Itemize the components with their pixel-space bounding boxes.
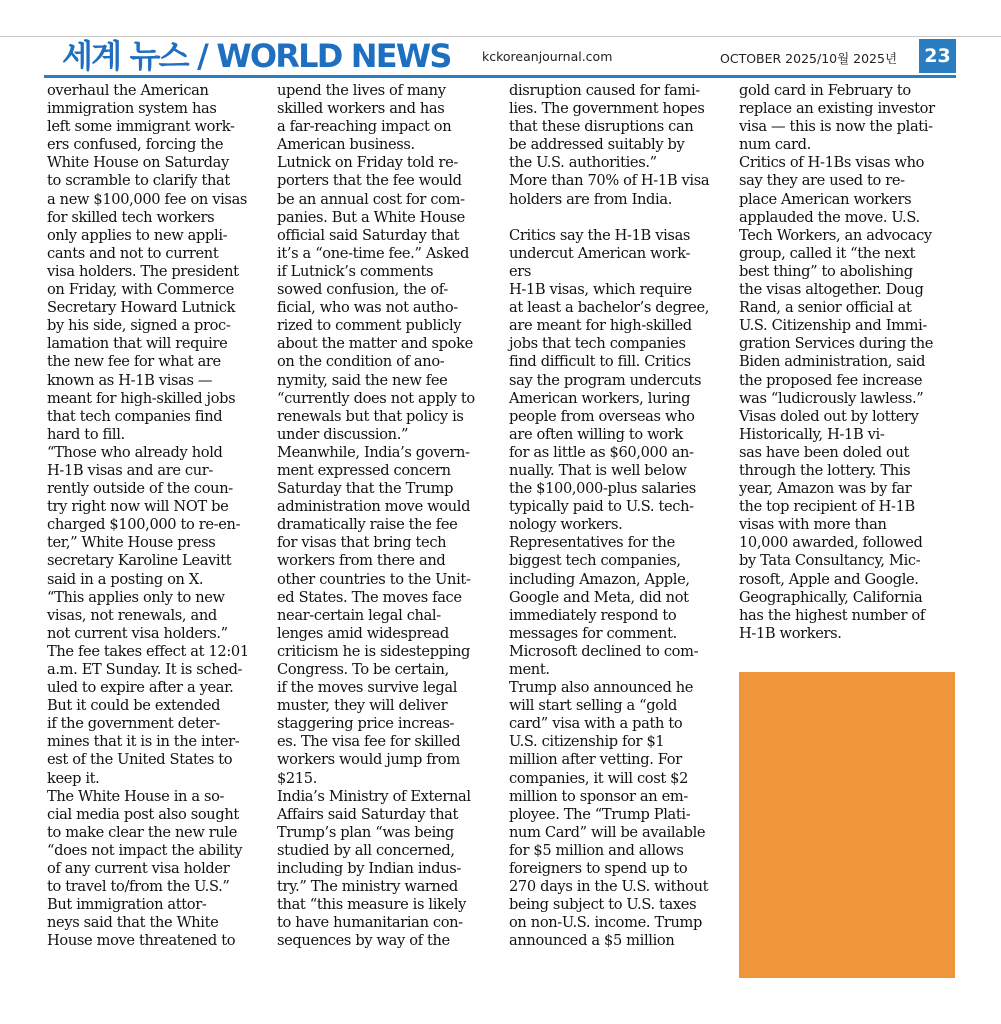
article-text-line: Geographically, California (739, 588, 923, 606)
article-text-line: for as little as $60,000 an- (509, 443, 694, 461)
article-text-line: announced a $5 million (509, 932, 675, 950)
article-text-line: rized to comment publicly (277, 317, 462, 335)
article-text-line: ter,” White House press (47, 534, 216, 552)
article-text-line: said in a posting on X. (47, 570, 204, 588)
article-text-line: mines that it is in the inter- (47, 733, 240, 751)
article-text-line: Critics say the H-1B visas (509, 226, 691, 244)
article-text-line: nology workers. (509, 516, 623, 534)
article-text-line: visa — this is now the plati- (739, 118, 933, 136)
article-text-line: upend the lives of many (277, 82, 446, 99)
article-text-line: group, called it “the next (739, 244, 916, 262)
article-text-line: meant for high-skilled jobs (47, 389, 236, 407)
article-text-line: has the highest number of (739, 606, 925, 624)
article-text-line: criticism he is sidestepping (277, 642, 471, 660)
article-text-line: Representatives for the (509, 534, 675, 552)
article-text-line: people from overseas who (509, 407, 695, 425)
article-text-line: messages for comment. (509, 624, 677, 642)
article-text-line: rently outside of the coun- (47, 480, 233, 498)
article-text-line: The White House in a so- (47, 787, 225, 805)
article-text-line: Affairs said Saturday that (277, 805, 458, 823)
article-text-line: ment. (509, 661, 550, 678)
article-text-line: U.S. Citizenship and Immi- (739, 317, 928, 335)
article-text-line: gold card in February to (739, 82, 911, 99)
article-text-line: Microsoft declined to com- (509, 642, 699, 660)
article-text-line: Trump also announced he (509, 679, 694, 697)
article-text-line: companies, it will cost $2 (509, 769, 689, 787)
article-text-line: Trump’s plan “was being (277, 823, 454, 841)
article-text-line: Historically, H-1B vi- (739, 425, 885, 443)
article-text-line: “does not impact the ability (47, 841, 243, 859)
article-text-line: applauded the move. U.S. (739, 208, 920, 226)
article-text-line: House move threatened to (47, 932, 236, 950)
article-text-line: Tech Workers, an advocacy (739, 226, 932, 244)
article-text-line: disruption caused for fami- (509, 82, 700, 99)
article-text-line: charged $100,000 to re-en- (47, 516, 241, 534)
article-text-line: studied by all concerned, (277, 841, 455, 859)
article-text-line: visas with more than (739, 516, 887, 534)
article-text-line: not current visa holders.” (47, 624, 228, 642)
article-text-line: cants and not to current (47, 244, 219, 262)
article-text-line: ers confused, forcing the (47, 136, 224, 154)
article-text-line: a.m. ET Sunday. It is sched- (47, 661, 243, 678)
article-text-line: are meant for high-skilled (509, 317, 692, 335)
article-text-line: Biden administration, said (739, 353, 926, 371)
article-text-line: the visas altogether. Doug (739, 281, 924, 299)
article-text-line: card” visa with a path to (509, 715, 683, 733)
article-column-2 (277, 82, 499, 951)
article-text-line: for skilled tech workers (47, 208, 215, 226)
article-text-line: keep it. (47, 769, 100, 787)
article-text-line: Secretary Howard Lutnick (47, 299, 236, 317)
article-text-line: “currently does not apply to (277, 389, 475, 407)
article-text-line: on non-U.S. income. Trump (509, 914, 703, 932)
article-text-line: visas, not renewals, and (47, 606, 217, 624)
article-text-line: “This applies only to new (47, 588, 225, 606)
article-text-line: the new fee for what are (47, 353, 221, 371)
article-text-line: staggering price increas- (277, 715, 455, 733)
article-text-line: sequences by way of the (277, 932, 450, 950)
article-text-line: the top recipient of H-1B (739, 498, 915, 516)
article-text-line: est of the United States to (47, 751, 233, 769)
article-text-line: White House on Saturday (47, 154, 229, 172)
article-text-line: about the matter and spoke (277, 335, 473, 353)
article-text-line: India’s Ministry of External (277, 787, 471, 805)
article-text-line: replace an existing investor (739, 100, 935, 118)
article-text-line: through the lottery. This (739, 461, 911, 479)
article-text-line: workers from there and (277, 552, 446, 570)
article-text-line: be an annual cost for com- (277, 190, 465, 208)
article-text-line: Meanwhile, India’s govern- (277, 443, 470, 461)
article-text-line: best thing” to abolishing (739, 262, 913, 280)
page-header (40, 37, 956, 75)
article-text-line: including by Indian indus- (277, 860, 461, 878)
article-text-line: ed States. The moves face (277, 588, 462, 606)
article-text-line: lies. The government hopes (509, 100, 705, 118)
article-column-1 (47, 82, 269, 951)
article-text-line: panies. But a White House (277, 208, 465, 226)
issue-date: OCTOBER 2025/10월 2025년 (720, 51, 898, 66)
article-text-line: Congress. To be certain, (277, 661, 449, 678)
article-text-line: ficial, who was not autho- (277, 299, 458, 317)
article-text-line: ment expressed concern (277, 461, 451, 479)
article-text-line: the $100,000-plus salaries (509, 480, 696, 498)
article-column-3 (509, 82, 731, 951)
article-text-line: 270 days in the U.S. without (509, 878, 709, 896)
article-text-line: American business. (277, 136, 415, 154)
article-text-line: place American workers (739, 190, 912, 208)
article-text-line: porters that the fee would (277, 172, 462, 190)
article-text-line: dramatically raise the fee (277, 516, 458, 534)
article-text-line: if Lutnick’s comments (277, 262, 434, 280)
article-text-line: uled to expire after a year. (47, 679, 234, 697)
article-text-line: of any current visa holder (47, 860, 230, 878)
article-text-line: under discussion.” (277, 425, 409, 443)
article-text-line: muster, they will deliver (277, 697, 448, 715)
article-text-line: holders are from India. (509, 190, 672, 208)
article-text-line: num Card” will be available (509, 823, 706, 841)
article-text-line: Visas doled out by lottery (739, 407, 919, 425)
article-text-line: million after vetting. For (509, 751, 682, 769)
article-text-line: 10,000 awarded, followed (739, 534, 923, 552)
article-text-line: visa holders. The president (47, 262, 239, 280)
article-text-line: year, Amazon was by far (739, 480, 912, 498)
article-text-line: for visas that bring tech (277, 534, 447, 552)
site-url: kckoreanjournal.com (482, 49, 613, 64)
article-text-line: was “ludicrously lawless.” (739, 389, 924, 407)
article-text-line: sas have been doled out (739, 443, 910, 461)
article-text-line: $215. (277, 769, 318, 787)
article-text-line: left some immigrant work- (47, 118, 235, 136)
article-text-line: Critics of H-1Bs visas who (739, 154, 925, 172)
article-text-line: to make clear the new rule (47, 823, 238, 841)
article-text-line: a new $100,000 fee on visas (47, 190, 248, 208)
advertisement-placeholder (739, 672, 955, 978)
article-text-line: near-certain legal chal- (277, 606, 441, 624)
article-text-line: typically paid to U.S. tech- (509, 498, 694, 516)
article-text-line: nymity, said the new fee (277, 371, 448, 389)
article-text-line: try.” The ministry warned (277, 878, 458, 896)
article-text-line: say the program undercuts (509, 371, 702, 389)
article-text-line: “Those who already hold (47, 443, 223, 461)
article-text-line: be addressed suitably by (509, 136, 685, 154)
article-text-line: a far-reaching impact on (277, 118, 452, 136)
article-text-line: try right now will NOT be (47, 498, 229, 516)
article-text-line: undercut American work- (509, 244, 691, 262)
article-text-line: renewals but that policy is (277, 407, 464, 425)
article-text-line: More than 70% of H-1B visa (509, 172, 710, 190)
article-text-line: on the condition of ano- (277, 353, 445, 371)
article-text-line: American workers, luring (509, 389, 691, 407)
article-text-line: administration move would (277, 498, 471, 516)
article-text-line: if the moves survive legal (277, 679, 458, 697)
article-text-line: lamation that will require (47, 335, 228, 353)
article-text-line: secretary Karoline Leavitt (47, 552, 232, 570)
article-text-line: overhaul the American (47, 82, 209, 99)
article-text-line: being subject to U.S. taxes (509, 896, 697, 914)
article-text-line: other countries to the Unit- (277, 570, 471, 588)
article-text-line: known as H-1B visas — (47, 371, 213, 389)
article-text-line: by Tata Consultancy, Mic- (739, 552, 921, 570)
article-text-line: The fee takes effect at 12:01 (47, 642, 249, 660)
article-text-line: to scramble to clarify that (47, 172, 230, 190)
article-text-line: cial media post also sought (47, 805, 239, 823)
article-text-line: skilled workers and has (277, 100, 445, 118)
article-text-line: ers (509, 262, 532, 280)
article-text-line: Lutnick on Friday told re- (277, 154, 458, 172)
article-text-line: say they are used to re- (739, 172, 905, 190)
article-text-line (509, 209, 731, 227)
article-text-line: only applies to new appli- (47, 226, 228, 244)
article-text-line: H-1B visas and are cur- (47, 461, 213, 479)
article-text-line: at least a bachelor’s degree, (509, 299, 710, 317)
article-text-line: the U.S. authorities.” (509, 154, 657, 172)
article-text-line: H-1B visas, which require (509, 281, 692, 299)
article-text-line: Google and Meta, did not (509, 588, 689, 606)
section-title: 세계 뉴스 / WORLD NEWS (62, 37, 451, 75)
article-text-line: es. The visa fee for skilled (277, 733, 461, 751)
article-text-line: that “this measure is likely (277, 896, 467, 914)
article-text-line: that tech companies find (47, 407, 223, 425)
article-text-line: num card. (739, 136, 811, 154)
article-text-line: immigration system has (47, 100, 217, 118)
article-text-line: on Friday, with Commerce (47, 281, 234, 299)
article-text-line: to have humanitarian con- (277, 914, 463, 932)
article-text-line: foreigners to spend up to (509, 860, 688, 878)
article-text-line: biggest tech companies, (509, 552, 681, 570)
article-text-line: by his side, signed a proc- (47, 317, 231, 335)
article-text-line: the proposed fee increase (739, 371, 923, 389)
article-text-line: will start selling a “gold (509, 697, 678, 715)
article-text-line: including Amazon, Apple, (509, 570, 690, 588)
article-text-line: are often willing to work (509, 425, 683, 443)
article-text-line: lenges amid widespread (277, 624, 449, 642)
article-text-line: H-1B workers. (739, 624, 842, 642)
article-text-line: But immigration attor- (47, 896, 207, 914)
article-text-line: nually. That is well below (509, 461, 687, 479)
article-text-line: that these disruptions can (509, 118, 694, 136)
article-text-line: official said Saturday that (277, 226, 460, 244)
page-number-badge: 23 (919, 39, 956, 73)
article-text-line: jobs that tech companies (509, 335, 686, 353)
article-text-line: sowed confusion, the of- (277, 281, 448, 299)
article-text-line: U.S. citizenship for $1 (509, 733, 665, 751)
article-text-line: for $5 million and allows (509, 841, 684, 859)
article-text-line: hard to fill. (47, 425, 125, 443)
article-text-line: to travel to/from the U.S.” (47, 878, 230, 896)
article-column-4 (739, 82, 957, 643)
article-text-line: Saturday that the Trump (277, 480, 454, 498)
article-text-line: if the government deter- (47, 715, 220, 733)
article-text-line: But it could be extended (47, 697, 221, 715)
article-text-line: gration Services during the (739, 335, 934, 353)
article-text-line: Rand, a senior official at (739, 299, 912, 317)
article-text-line: ployee. The “Trump Plati- (509, 805, 691, 823)
header-divider (44, 75, 956, 78)
article-text-line: neys said that the White (47, 914, 219, 932)
article-text-line: million to sponsor an em- (509, 787, 688, 805)
article-text-line: workers would jump from (277, 751, 460, 769)
article-text-line: rosoft, Apple and Google. (739, 570, 919, 588)
article-text-line: it’s a “one-time fee.” Asked (277, 244, 469, 262)
article-text-line: immediately respond to (509, 606, 677, 624)
article-text-line: find difficult to fill. Critics (509, 353, 691, 371)
